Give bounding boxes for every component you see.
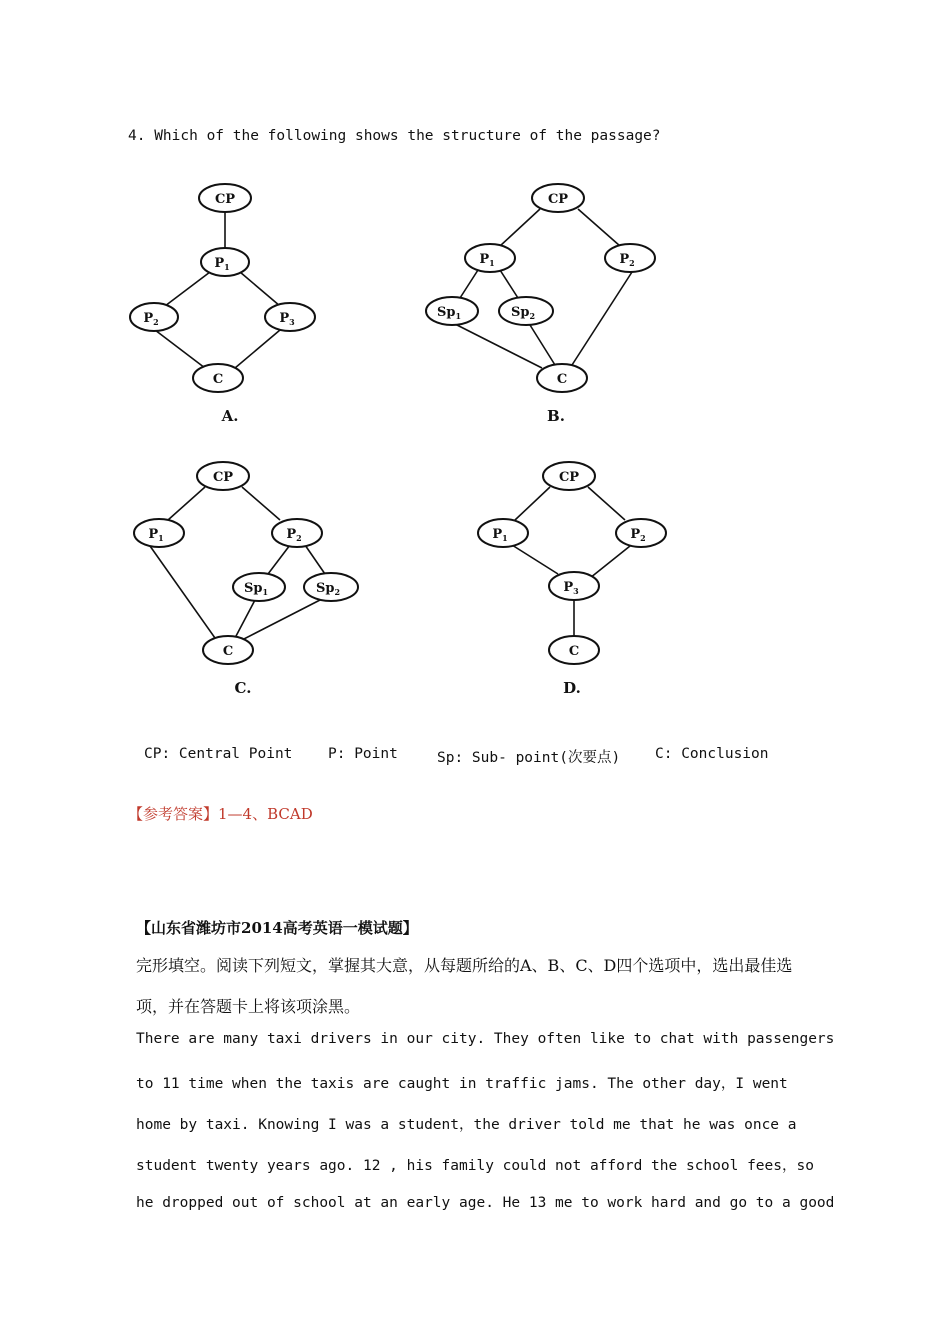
node-label: CP xyxy=(547,192,569,207)
node-subscript: 1 xyxy=(224,262,230,272)
node-label: Sp xyxy=(510,305,530,320)
diagram-d-label: D. xyxy=(563,679,581,697)
node-label: P xyxy=(143,311,154,326)
diagram-c xyxy=(134,462,358,697)
node-label: CP xyxy=(558,470,580,485)
question-text: 4. Which of the following shows the structure of the passage? xyxy=(128,128,661,144)
diagram-d-c-node xyxy=(549,636,599,664)
node-subscript: 2 xyxy=(529,311,536,321)
reference-answer: 【参考答案】1—4、BCAD xyxy=(128,805,313,823)
node-label: CP xyxy=(212,470,234,485)
node-subscript: 1 xyxy=(158,533,164,543)
diagram-c-p2-node xyxy=(272,519,322,547)
node-label: P xyxy=(286,527,297,542)
instruction-line-2: 项，并在答题卡上将该项涂黑。 xyxy=(136,997,361,1016)
passage-line: he dropped out of school at an early age. He 13 me to work hard and go to a good xyxy=(136,1195,835,1211)
node-label: P xyxy=(279,311,290,326)
node-label: C xyxy=(212,372,224,387)
legend-c: C: Conclusion xyxy=(655,746,769,762)
diagram-c-p1-node xyxy=(134,519,184,547)
section-heading: 【山东省潍坊市2014高考英语一模试题】 xyxy=(136,919,418,937)
diagram-c-sp1-node xyxy=(233,573,285,601)
passage-line: student twenty years ago. 12 , his family could not afford the school fees，so xyxy=(136,1158,814,1174)
node-subscript: 2 xyxy=(334,587,341,597)
node-subscript: 2 xyxy=(296,533,302,543)
legend-cp: CP: Central Point xyxy=(144,746,293,762)
diagram-a-p1-node xyxy=(201,248,249,276)
diagram-a-p2-node xyxy=(130,303,178,331)
diagram-c-c-node xyxy=(203,636,253,664)
diagram-d-p2-node xyxy=(616,519,666,547)
legend-sp: Sp: Sub- point(次要点) xyxy=(437,750,621,766)
diagram-d xyxy=(478,462,666,697)
diagram-c-label: C. xyxy=(234,679,252,697)
diagram-b-cp-node xyxy=(532,184,584,212)
node-subscript: 1 xyxy=(502,533,508,543)
node-subscript: 2 xyxy=(153,317,159,327)
node-subscript: 2 xyxy=(640,533,646,543)
diagram-b-label: B. xyxy=(547,407,565,425)
node-label: P xyxy=(563,580,574,595)
node-subscript: 2 xyxy=(629,258,635,268)
diagram-b-sp1-node xyxy=(426,297,478,325)
node-label: C xyxy=(222,644,234,659)
node-label: P xyxy=(214,256,225,271)
node-label: Sp xyxy=(436,305,456,320)
node-label: C xyxy=(556,372,568,387)
diagram-a-c-node xyxy=(193,364,243,392)
node-subscript: 1 xyxy=(489,258,495,268)
diagram-b-sp2-node xyxy=(499,297,553,325)
diagram-b-p2-node xyxy=(605,244,655,272)
diagram-b-c-node xyxy=(537,364,587,392)
legend-p: P: Point xyxy=(328,746,398,762)
passage-line: home by taxi. Knowing I was a student，the driver told me that he was once a xyxy=(136,1117,797,1133)
diagram-d-cp-node xyxy=(543,462,595,490)
diagram-a-label: A. xyxy=(221,407,239,425)
diagram-c-sp2-node xyxy=(304,573,358,601)
diagram-d-p1-node xyxy=(478,519,528,547)
diagram-a-cp-node xyxy=(199,184,251,212)
node-subscript: 1 xyxy=(455,311,462,321)
diagram-b-p1-node xyxy=(465,244,515,272)
node-subscript: 3 xyxy=(289,317,295,327)
node-label: Sp xyxy=(315,581,335,596)
diagram-a-p3-node xyxy=(265,303,315,331)
node-subscript: 3 xyxy=(573,586,579,596)
node-label: P xyxy=(492,527,503,542)
node-label: P xyxy=(630,527,641,542)
node-label: Sp xyxy=(243,581,263,596)
passage-line: to 11 time when the taxis are caught in traffic jams. The other day，I went xyxy=(136,1076,788,1092)
node-label: CP xyxy=(214,192,236,207)
instruction-line-1: 完形填空。阅读下列短文，掌握其大意，从每题所给的A、B、C、D四个选项中，选出最佳选 xyxy=(136,956,793,975)
passage-line: There are many taxi drivers in our city. They often like to chat with passengers xyxy=(136,1031,835,1047)
diagram-a xyxy=(130,184,315,425)
node-label: C xyxy=(568,644,580,659)
node-label: P xyxy=(619,252,630,267)
diagram-d-p3-node xyxy=(549,572,599,600)
node-label: P xyxy=(148,527,159,542)
diagram-b xyxy=(426,184,655,425)
node-label: P xyxy=(479,252,490,267)
diagram-c-cp-node xyxy=(197,462,249,490)
node-subscript: 1 xyxy=(262,587,269,597)
